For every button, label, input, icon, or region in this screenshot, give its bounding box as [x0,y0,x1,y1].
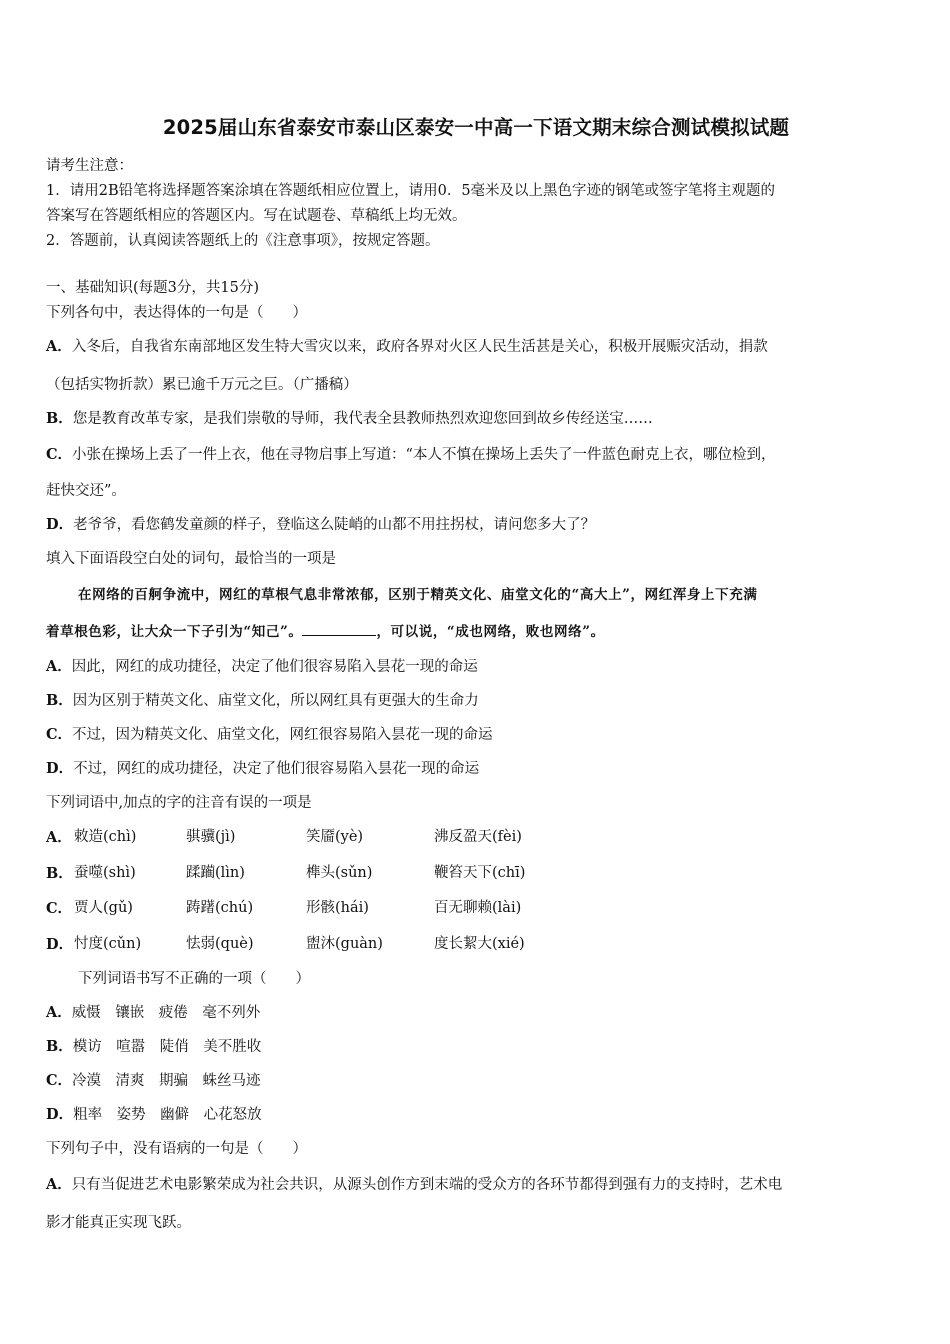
option-label: B． [46,410,73,427]
option-label: A． [46,1176,72,1193]
q1-stem: 下列各句中，表达得体的一句是（ ） [46,305,307,321]
notice-item-2: 2．答题前，认真阅读答题纸上的《注意事项》，按规定答题。 [46,233,440,249]
q2-passage-line-1: 在网络的百舸争流中，网红的草根气息非常浓郁，区别于精英文化、庙堂文化的“高大上”，网红浑身上下充满 [78,587,758,603]
option-label: D． [46,1106,74,1123]
q5-option-a: A．只有当促进艺术电影繁荣成为社会共识，从源头创作方到末端的受众方的各环节都得到强有力的支持时，艺术电 [46,1176,783,1193]
q5-option-a-cont: 影才能真正实现飞跃。 [46,1215,191,1231]
q3-stem: 下列词语中,加点的字的注音有误的一项是 [46,795,312,811]
option-label: D． [46,760,74,777]
option-label: C． [46,446,73,463]
q4-option-d: D．粗率 姿势 幽僻 心花怒放 [46,1106,262,1123]
section-heading: 一、基础知识(每题3分，共15分) [46,280,259,296]
q1-option-b: B．您是教育改革专家，是我们崇敬的导师，我代表全县教师热烈欢迎您回到故乡传经送宝…… [46,410,653,427]
q1-option-c-cont: 赶快交还”。 [46,483,126,499]
option-label: B． [46,1038,73,1055]
q4-option-b: B．模访 喧嚣 陡俏 美不胜收 [46,1038,262,1055]
option-label: A． [46,658,72,675]
q3-option-d: D． 忖度(cǔn) 怯弱(què) 盥沐(guàn) 度长絜大(xié) [46,935,525,953]
q2-stem: 填入下面语段空白处的词句，最恰当的一项是 [46,551,336,567]
q2-option-b: B．因为区别于精英文化、庙堂文化，所以网红具有更强大的生命力 [46,692,479,709]
q3-option-b: B． 蚕噬(shì) 蹂躏(lìn) 榫头(sǔn) 鞭笞天下(chī) [46,864,526,882]
q1-option-c: C．小张在操场上丢了一件上衣，他在寻物启事上写道：“本人不慎在操场上丢失了一件蓝色耐克上衣，哪位检到， [46,446,776,463]
option-label: C． [46,1072,73,1089]
notice-item-1-line-1: 1．请用2B铅笔将选择题答案涂填在答题纸相应位置上，请用0．5毫米及以上黑色字迹的钢笔或签字笔将主观题的 [46,183,776,199]
q5-stem: 下列句子中，没有语病的一句是（ ） [46,1141,307,1157]
q1-option-a-cont: （包括实物折款）累已逾千万元之巨。（广播稿） [46,377,358,393]
notice-item-1-line-2: 答案写在答题纸相应的答题区内。写在试题卷、草稿纸上均无效。 [46,208,467,224]
notice-heading: 请考生注意： [46,158,133,174]
option-label: B． [46,692,73,709]
answer-blank [302,621,376,636]
q3-option-c: C． 贾人(gǔ) 踌躇(chú) 形骸(hái) 百无聊赖(lài) [46,900,522,917]
q2-option-c: C．不过，因为精英文化、庙堂文化，网红很容易陷入昙花一现的命运 [46,726,493,743]
page-title: 2025届山东省泰安市泰山区泰安一中高一下语文期末综合测试模拟试题 [162,116,790,139]
q2-passage-line-2: 着草根色彩，让大众一下子引为“知己”。 ，可以说，“成也网络，败也网络”。 [46,614,906,650]
q4-stem: 下列词语书写不正确的一项（ ） [78,971,310,987]
q2-option-a: A．因此，网红的成功捷径，决定了他们很容易陷入昙花一现的命运 [46,658,478,675]
option-label: C． [46,726,73,743]
option-label: A． [46,338,72,355]
option-label: A． [46,1004,72,1021]
option-label: D． [46,516,74,533]
q1-option-d: D．老爷爷，看您鹤发童颜的样子，登临这么陡峭的山都不用拄拐杖，请问您多大了？ [46,516,596,533]
q3-option-a: A． 敕造(chì) 骐骥(jì) 笑靥(yè) 沸反盈天(fèi) [46,829,522,846]
exam-page [46,112,906,1240]
q4-option-a: A．威慑 镶嵌 疲倦 毫不列外 [46,1004,261,1021]
q2-option-d: D．不过，网红的成功捷径，决定了他们很容易陷入昙花一现的命运 [46,760,480,777]
q4-option-c: C．冷漠 清爽 期骗 蛛丝马迹 [46,1072,261,1089]
q1-option-a: A．入冬后，自我省东南部地区发生特大雪灾以来，政府各界对火区人民生活甚是关心，积极开展赈灾活动，捐款 [46,338,768,355]
